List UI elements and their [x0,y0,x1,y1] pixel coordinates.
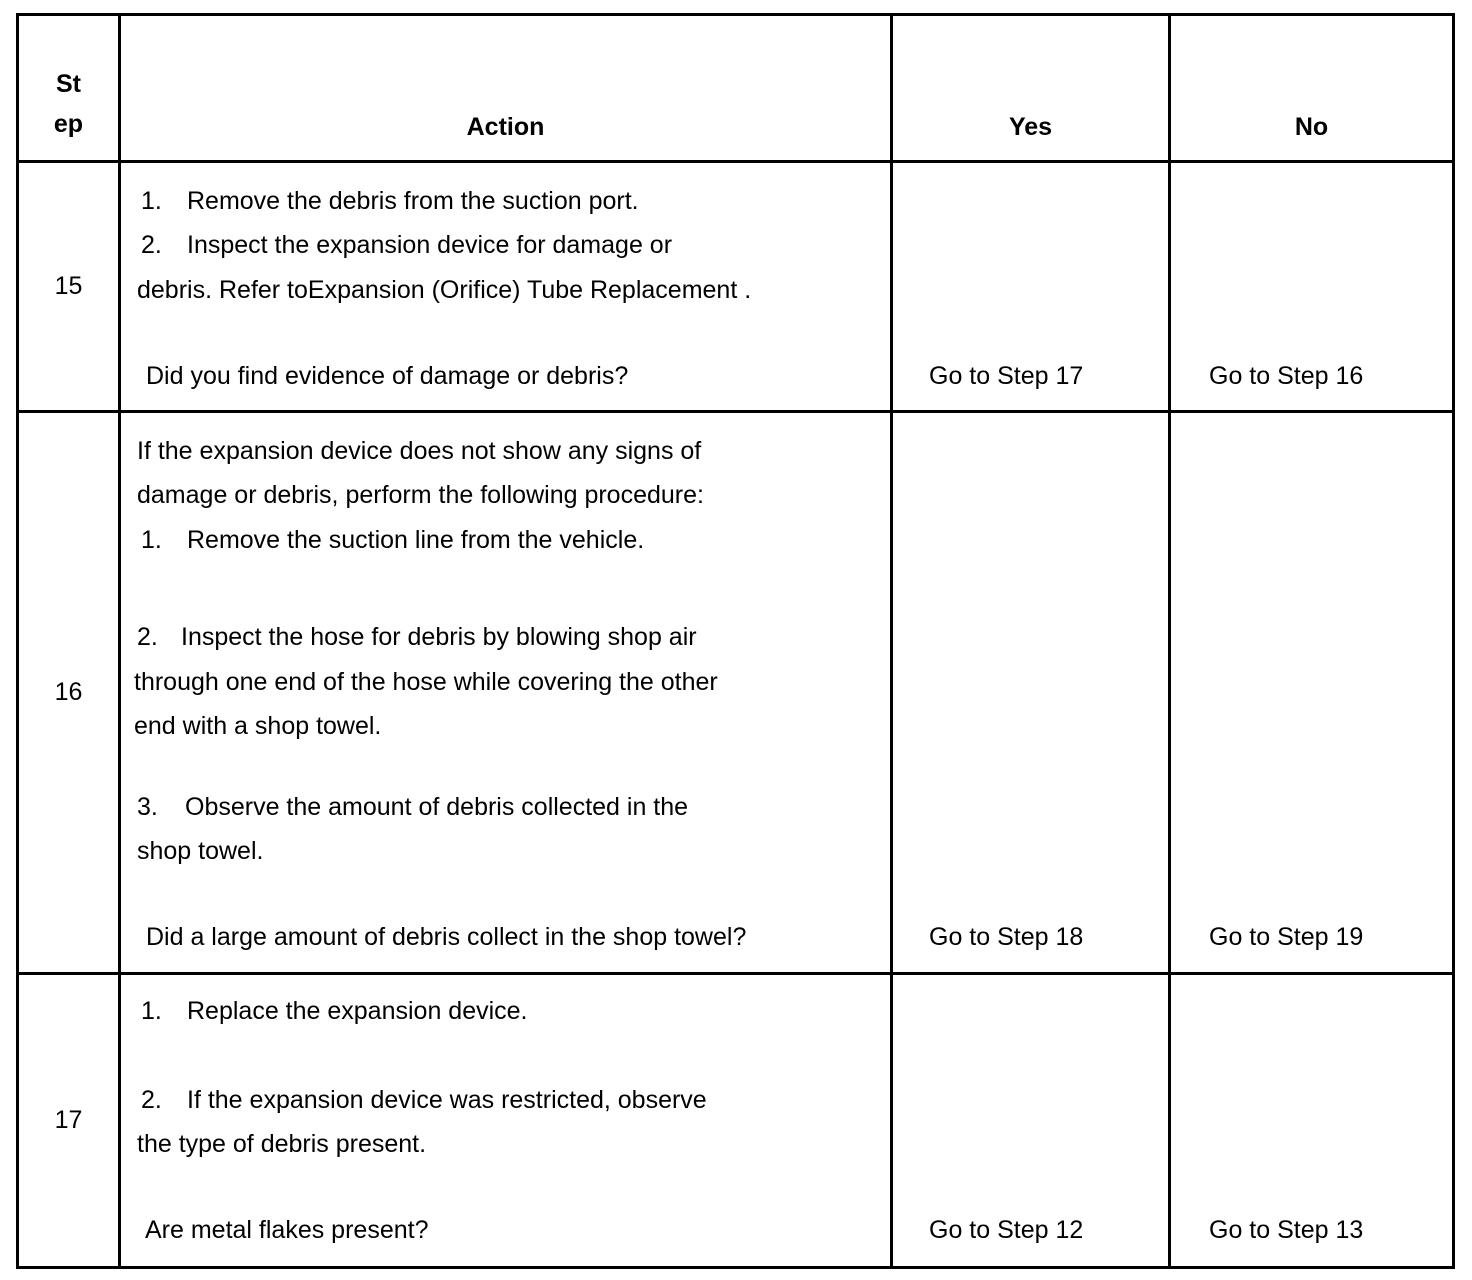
table-header-row [18,15,1454,162]
action-question: Did a large amount of debris collect in the shop towel? [146,923,747,951]
step-number: 15 [18,162,120,412]
yes-link[interactable]: Go to Step 17 [929,362,1084,390]
action-line: 2. If the expansion device was restricted, observe [141,1086,707,1114]
header-step-line1: St [56,70,81,98]
yes-cell [892,412,1170,974]
no-cell [1170,412,1454,974]
action-cell [120,412,892,974]
action-line: through one end of the hose while covering the other [134,668,718,696]
yes-link[interactable]: Go to Step 12 [929,1216,1084,1244]
action-cell [120,974,892,1268]
no-cell [1170,162,1454,412]
table-row [18,162,1454,412]
diagnostic-table [16,13,1455,1269]
action-line: debris. Refer toExpansion (Orifice) Tube Replacement . [137,276,752,304]
header-action: Action [120,15,892,162]
action-line: the type of debris present. [137,1130,427,1158]
yes-cell [892,974,1170,1268]
action-line: 1. Remove the debris from the suction port. [141,187,639,215]
step-number: 17 [18,974,120,1268]
action-line: shop towel. [137,837,264,865]
no-link[interactable]: Go to Step 16 [1209,362,1364,390]
action-line: 2. Inspect the hose for debris by blowing shop air [137,623,697,651]
action-line: 2. Inspect the expansion device for damage or [141,231,673,259]
step-number: 16 [18,412,120,974]
table-row [18,974,1454,1268]
action-line: If the expansion device does not show any signs of [137,437,702,465]
header-step [18,15,120,162]
yes-cell [892,162,1170,412]
header-no: No [1170,15,1454,162]
no-link[interactable]: Go to Step 13 [1209,1216,1364,1244]
no-link[interactable]: Go to Step 19 [1209,923,1364,951]
action-question: Did you find evidence of damage or debris? [146,362,629,390]
header-yes: Yes [892,15,1170,162]
action-line: damage or debris, perform the following procedure: [137,481,704,509]
action-cell [120,162,892,412]
action-line: 3. Observe the amount of debris collected in the [137,793,689,821]
yes-link[interactable]: Go to Step 18 [929,923,1084,951]
table-row [18,412,1454,974]
action-line: 1. Replace the expansion device. [141,997,528,1025]
action-line: 1. Remove the suction line from the vehicle. [141,526,645,554]
action-line: end with a shop towel. [134,712,382,740]
header-step-line2: ep [53,110,84,138]
no-cell [1170,974,1454,1268]
action-question: Are metal flakes present? [145,1216,429,1244]
